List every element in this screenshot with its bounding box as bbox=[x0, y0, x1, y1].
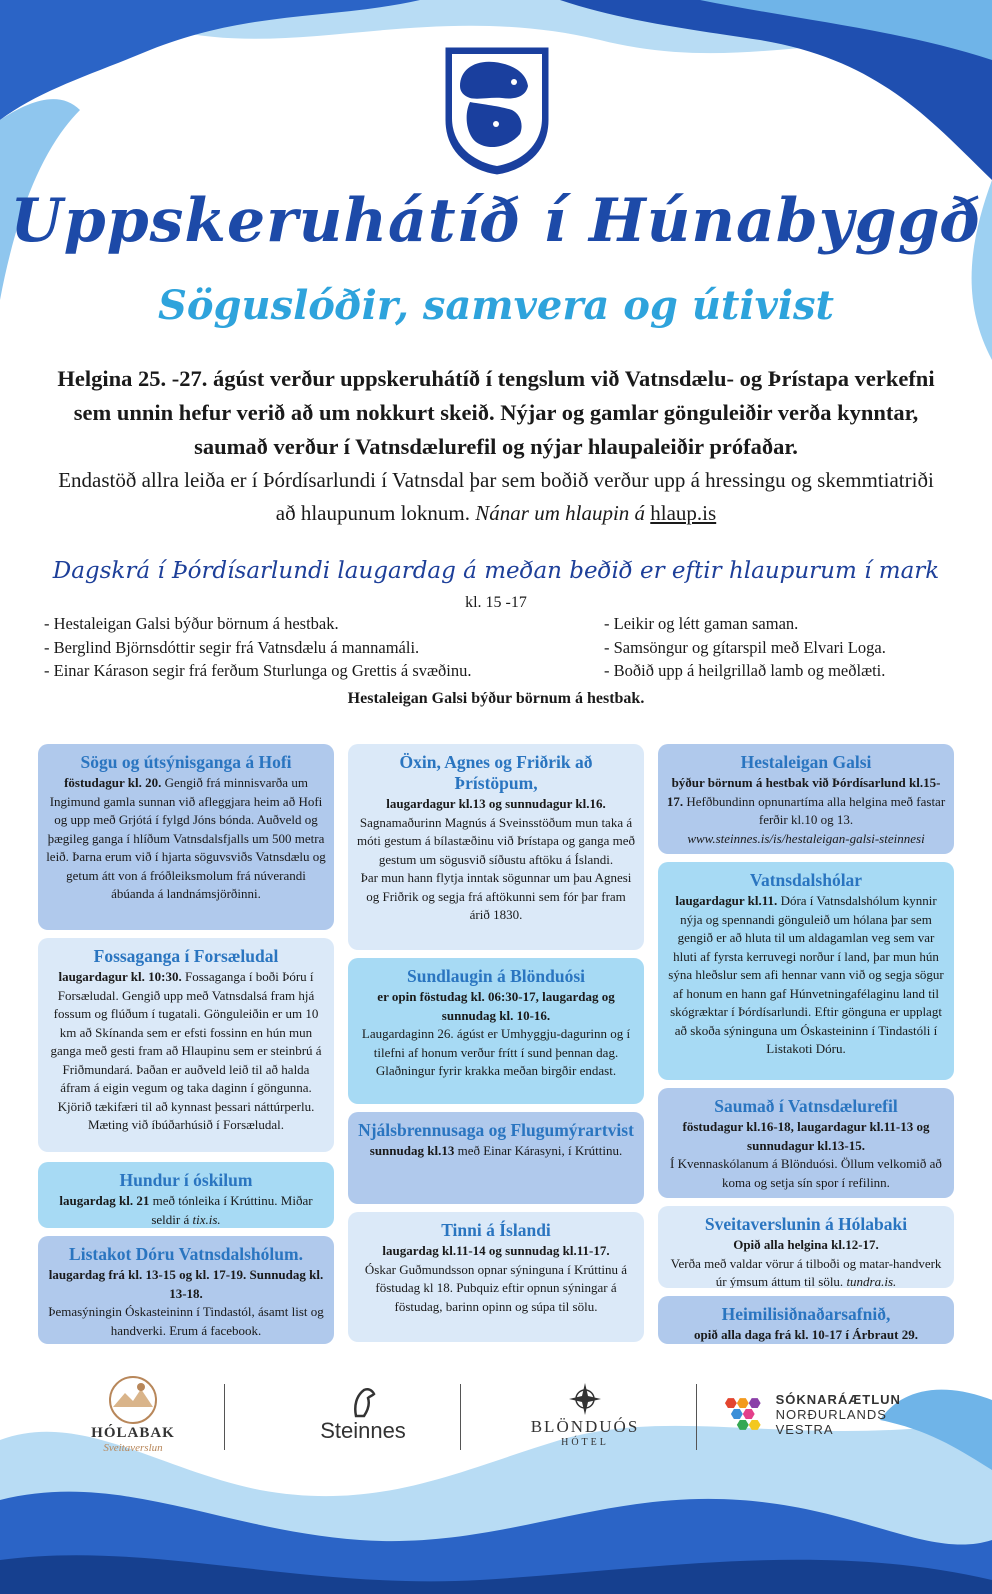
holabak-sub: Sveitaverslun bbox=[103, 1441, 163, 1454]
event-time: sunnudag kl.13 bbox=[369, 1143, 455, 1158]
event-card-sundlaug bbox=[348, 958, 644, 1104]
soknar-line2: NORÐURLANDS VESTRA bbox=[775, 1406, 887, 1437]
event-card-hundur bbox=[38, 1162, 334, 1228]
blonduos-sub: HÓTEL bbox=[561, 1436, 609, 1448]
intro-normal-text: Endastöð allra leiða er í Þórdísarlundi í Vatnsdal þar sem boðið verður upp á hressingu og skemmtiatriði að hlaupunum loknum. bbox=[58, 468, 934, 525]
event-title: Hundur í óskilum bbox=[119, 1170, 253, 1190]
event-text: Þemasýningin Óskasteininn í Tindastól, ásamt list og handverki. Erum á facebook. bbox=[48, 1304, 324, 1338]
event-title: Njálsbrennusaga og Flugumýrartvist bbox=[358, 1120, 634, 1140]
event-time: laugardagur kl. 10:30. bbox=[58, 969, 182, 984]
event-title: Fossaganga í Forsæludal bbox=[93, 946, 279, 966]
logo-divider bbox=[224, 1384, 225, 1450]
intro-bold: Helgina 25. -27. ágúst verður uppskeruhátíð í tengslum við Vatnsdælu- og Þrístapa verkefni sem unnin hefur verið að um nokkurt skeið. Nýjar og gamlar gönguleiðir verða kynntar, saumað verður í Vatnsdælurefil og nýjar hlaupaleiðir prófaðar. bbox=[57, 366, 935, 459]
event-time: laugardag kl.11-14 og sunnudag kl.11-17. bbox=[382, 1243, 610, 1258]
event-card-oxin bbox=[348, 744, 644, 950]
event-card-listakot bbox=[38, 1236, 334, 1344]
event-time: föstudagur kl.16-18, laugardagur kl.11-13 og sunnudagur kl.13-15. bbox=[682, 1119, 930, 1153]
event-text: Laugardaginn 26. ágúst er Umhyggju-dagurinn og í tilefni af honum verður frítt í sund þennan dag. Glaðningur fyrir krakka meðan birgðir endast. bbox=[361, 1026, 631, 1078]
soknaraaetlun-logo bbox=[720, 1366, 948, 1462]
event-time: laugardagur kl.13 og sunnudagur kl.16. bbox=[386, 796, 606, 811]
steinnes-logo bbox=[288, 1366, 438, 1462]
compass-icon bbox=[567, 1381, 603, 1417]
event-text: með Einar Kárasyni, í Krúttinu. bbox=[457, 1143, 623, 1158]
event-card-heimilis bbox=[658, 1296, 954, 1344]
soknar-line1: SÓKNARÁÆTLUN bbox=[775, 1391, 901, 1407]
event-time: laugardag frá kl. 13-15 og kl. 17-19. Sunnudag kl. 13-18. bbox=[48, 1267, 324, 1301]
event-text: með tónleika í Krúttinu. Miðar seldir á bbox=[151, 1193, 313, 1227]
blonduos-hotel-logo bbox=[500, 1366, 670, 1462]
event-time: Opið alla helgina kl.12-17. bbox=[733, 1237, 879, 1252]
program-list-left bbox=[44, 612, 574, 683]
program-item: - Leikir og létt gaman saman. bbox=[604, 614, 799, 633]
logo-divider bbox=[696, 1384, 697, 1450]
event-text: Fossaganga í boði Þóru í Forsæludal. Gengið upp með Vatnsdalsá fram hjá fossum og flúðum í tugatali. Gönguleiðin er um 10 km að Skínanda sem er efsti fossinn en hún mun ganga með gesti fram að Hlaupinu sem er steinbrú á Friðmundará. Þaðan er auðveld leið til að halda áfram á eigin vegum og taka daginn í göngunna. Kjörið tækifæri til að kynnast þessari náttúrperlu. Mæting við íbúðarhúsið í Forsæludal. bbox=[50, 969, 322, 1132]
event-card-sveitaverslun bbox=[658, 1206, 954, 1288]
event-text-2: Þar mun hann flytja inntak sögunnar um þau Agnesi og Friðrik og segja frá aftökunni sem fór þar fram árið 1830. bbox=[360, 870, 632, 922]
program-note: Hestaleigan Galsi býður börnum á hestbak. bbox=[347, 690, 645, 707]
event-title: Heimilisiðnaðarsafnið, bbox=[721, 1304, 891, 1324]
event-time: er opin föstudag kl. 06:30-17, laugardag og sunnudag kl. 10-16. bbox=[377, 989, 615, 1023]
event-text: Óskar Guðmundsson opnar sýninguna í Krúttinu á föstudag kl 18. Pubquiz eftir opnun sýningar á föstudag, barinn opinn og súpa til sölu. bbox=[364, 1261, 628, 1314]
event-card-hofi bbox=[38, 744, 334, 930]
event-title: Tinni á Íslandi bbox=[441, 1220, 551, 1240]
horse-head-icon bbox=[346, 1384, 380, 1418]
logo-divider bbox=[460, 1384, 461, 1450]
event-time: föstudagur kl. 20. bbox=[64, 775, 162, 790]
intro-text bbox=[48, 362, 944, 530]
tix-link[interactable]: tix.is. bbox=[192, 1211, 221, 1227]
holabak-name: HÓLABAK bbox=[91, 1424, 175, 1441]
tundra-link[interactable]: tundra.is. bbox=[846, 1274, 897, 1288]
event-time: býður börnum á hestbak við Þórdísarlund kl.15-17. bbox=[666, 775, 941, 809]
event-title: Saumað í Vatnsdælurefil bbox=[714, 1096, 898, 1116]
event-time: laugardag kl. 21 bbox=[59, 1193, 150, 1208]
event-text: Sagnamaðurinn Magnús á Sveinsstöðum mun taka á móti gestum á bílastæðinu við Þrístapa og ganga með gestum um sögusvið síðustu aftöku á Íslandi. bbox=[356, 814, 636, 867]
program-item: - Boðið upp á heilgrillað lamb og meðlæti. bbox=[604, 661, 886, 680]
program-heading: Dagskrá í Þórdísarlundi laugardag á meðan beðið er eftir hlaupurum í mark bbox=[52, 558, 940, 584]
soknar-text bbox=[776, 1392, 948, 1437]
holabak-logo bbox=[68, 1366, 198, 1462]
event-text: Verða með valdar vörur á tilboði og matar-handverk úr ýmsum áttum til sölu. bbox=[670, 1255, 942, 1288]
event-card-galsi bbox=[658, 744, 954, 854]
event-text: Dóra í Vatnsdalshólum kynnir nýja og spennandi gönguleið um hólana þar sem gengið er að hluta til um aldagamlan veg sem var hluti af fyrsta kerruvegi norður í land, þar mun hún sýna hleðslur sem afi hennar vann við og segja sögur af honum en hann gaf Húnvetningafélaginu land til skógræktar í Þórdísarlundi. Eftir gönguna er upplagt að skoða sýninguna um Óskasteininn í Tindastóli í Listakoti Dóru. bbox=[668, 893, 944, 1056]
event-card-refill bbox=[658, 1088, 954, 1198]
event-title: Vatnsdalshólar bbox=[749, 870, 863, 890]
event-title: Sveitaverslunin á Hólabaki bbox=[704, 1214, 908, 1234]
event-text: Gengið frá minnisvarða um Ingimund gamla sunnan við afleggjara heim að Hofi og upp með Grjótá í fylgd Jóns bónda. Auðveld og þægileg ganga í hlíðum Vatnsdalsfjalls um 500 metra leið. Þarna erum við í hjarta söguvsviðs Vatnsdælu og getum átt von á fróðleiksmolum frá núverandi ábúanda á landnámsjörðinni. bbox=[46, 775, 326, 901]
hlaup-link[interactable]: hlaup.is bbox=[650, 501, 717, 525]
event-card-njals bbox=[348, 1112, 644, 1204]
blonduos-name: BLÖNDUÓS bbox=[530, 1416, 640, 1436]
page-title: Uppskeruhátíð í Húnabyggð bbox=[10, 186, 982, 256]
intro-more: Nánar um hlaupin á bbox=[475, 501, 646, 525]
event-card-fossaganga bbox=[38, 938, 334, 1152]
sponsor-logos bbox=[48, 1366, 948, 1462]
event-title: Sundlaugin á Blönduósi bbox=[406, 966, 586, 986]
program-time: kl. 15 -17 bbox=[465, 594, 527, 611]
event-card-vatnsdalsholar bbox=[658, 862, 954, 1080]
program-item: - Samsöngur og gítarspil með Elvari Loga. bbox=[604, 637, 886, 657]
steinnes-name: Steinnes bbox=[320, 1418, 406, 1443]
crest-logo bbox=[440, 42, 554, 180]
program-item: - Einar Kárason segir frá ferðum Sturlunga og Grettis á svæðinu. bbox=[44, 661, 472, 680]
event-time: laugardagur kl.11. bbox=[675, 893, 778, 908]
event-time: opið alla daga frá kl. 10-17 í Árbraut 29. bbox=[694, 1327, 918, 1342]
event-title: Listakot Dóru Vatnsdalshólum. bbox=[69, 1244, 303, 1264]
event-card-tinni bbox=[348, 1212, 644, 1342]
program-item: - Berglind Björnsdóttir segir frá Vatnsdælu á mannamáli. bbox=[44, 637, 420, 657]
hexagon-cluster-icon bbox=[720, 1394, 768, 1434]
page-subtitle: Söguslóðir, samvera og útivist bbox=[157, 282, 835, 329]
event-title: Sögu og útsýnisganga á Hofi bbox=[80, 752, 292, 772]
event-text: Hefðbundinn opnunartíma alla helgina með fastar ferðir kl.10 og 13. bbox=[686, 793, 946, 827]
galsi-link[interactable]: www.steinnes.is/is/hestaleigan-galsi-steinnesi bbox=[687, 830, 925, 846]
program-item: - Hestaleigan Galsi býður börnum á hestbak. bbox=[44, 614, 339, 633]
intro-normal bbox=[48, 464, 944, 530]
event-text: Í Kvennaskólanum á Blönduósi. Öllum velkomið að koma og setja sín spor í refilinn. bbox=[670, 1156, 942, 1190]
program-list-right bbox=[604, 612, 964, 683]
event-title: Hestaleigan Galsi bbox=[740, 752, 872, 772]
holabak-emblem-icon bbox=[105, 1375, 161, 1425]
event-title: Öxin, Agnes og Friðrik að Þrístöpum, bbox=[399, 752, 593, 793]
